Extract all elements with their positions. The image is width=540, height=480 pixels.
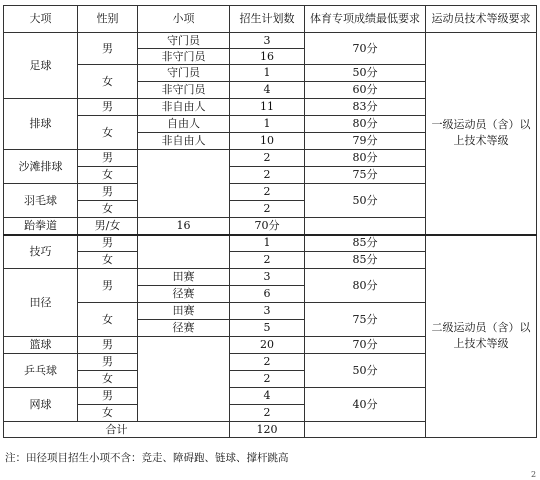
project-badminton: 羽毛球 xyxy=(4,184,78,218)
gender-cell: 女 xyxy=(78,116,138,150)
score-cell: 70分 xyxy=(230,218,305,235)
quota-cell: 16 xyxy=(230,49,305,65)
quota-cell: 4 xyxy=(230,82,305,99)
gender-cell: 男 xyxy=(78,388,138,405)
header-row xyxy=(4,6,537,33)
quota-cell: 2 xyxy=(230,354,305,371)
project-beach-volleyball: 沙滩排球 xyxy=(4,150,78,184)
score-cell: 60分 xyxy=(305,82,426,99)
gender-cell: 男 xyxy=(78,354,138,371)
project-football: 足球 xyxy=(4,33,78,99)
quota-cell: 1 xyxy=(230,235,305,252)
sub-cell-empty xyxy=(138,235,230,269)
total-score-empty xyxy=(305,422,426,438)
project-athletics: 田径 xyxy=(4,269,78,337)
gender-cell: 男/女 xyxy=(78,218,138,235)
score-cell: 80分 xyxy=(305,116,426,133)
sub-cell: 非守门员 xyxy=(138,82,230,99)
sub-cell: 径赛 xyxy=(138,320,230,337)
quota-cell: 3 xyxy=(230,33,305,49)
quota-cell: 2 xyxy=(230,184,305,201)
sub-cell: 非守门员 xyxy=(138,49,230,65)
sub-cell: 径赛 xyxy=(138,286,230,303)
sub-cell: 非自由人 xyxy=(138,133,230,150)
page-number: 2 xyxy=(531,470,537,479)
quota-cell: 2 xyxy=(230,167,305,184)
sub-cell-empty xyxy=(138,337,230,422)
score-cell: 40分 xyxy=(305,388,426,422)
project-basketball: 篮球 xyxy=(4,337,78,354)
level-requirement-first: 一级运动员（含）以上技术等级 xyxy=(426,33,537,235)
total-label: 合计 xyxy=(4,422,230,438)
quota-cell: 2 xyxy=(230,252,305,269)
footnote: 注：田径项目招生小项不含：竞走、障碍跑、链球、撑杆跳高 xyxy=(5,452,289,464)
project-table-tennis: 乒乓球 xyxy=(4,354,78,388)
sub-cell: 非自由人 xyxy=(138,99,230,116)
score-cell: 50分 xyxy=(305,184,426,218)
header-quota: 招生计划数 xyxy=(230,6,305,33)
quota-cell: 1 xyxy=(230,65,305,82)
gender-cell: 男 xyxy=(78,184,138,201)
sub-cell: 守门员 xyxy=(138,33,230,49)
quota-cell: 11 xyxy=(230,99,305,116)
gender-cell: 女 xyxy=(78,405,138,422)
quota-cell: 2 xyxy=(230,201,305,218)
gender-cell: 女 xyxy=(78,252,138,269)
score-cell: 80分 xyxy=(305,150,426,167)
gender-cell: 男 xyxy=(78,269,138,303)
score-cell: 80分 xyxy=(305,269,426,303)
quota-cell: 4 xyxy=(230,388,305,405)
gender-cell: 女 xyxy=(78,167,138,184)
header-sport-requirement: 体育专项成绩最低要求 xyxy=(305,6,426,33)
quota-cell: 5 xyxy=(230,320,305,337)
quota-cell: 16 xyxy=(138,218,230,235)
quota-cell: 20 xyxy=(230,337,305,354)
gender-cell: 女 xyxy=(78,371,138,388)
table-row xyxy=(4,235,537,252)
score-cell: 50分 xyxy=(305,354,426,388)
score-cell: 79分 xyxy=(305,133,426,150)
quota-cell: 2 xyxy=(230,371,305,388)
gender-cell: 男 xyxy=(78,33,138,65)
quota-cell: 6 xyxy=(230,286,305,303)
score-cell: 83分 xyxy=(305,99,426,116)
quota-cell: 10 xyxy=(230,133,305,150)
header-level-requirement: 运动员技术等级要求 xyxy=(426,6,537,33)
header-project: 大项 xyxy=(4,6,78,33)
table-row xyxy=(4,33,537,49)
header-gender: 性别 xyxy=(78,6,138,33)
sub-cell: 自由人 xyxy=(138,116,230,133)
quota-cell: 1 xyxy=(230,116,305,133)
gender-cell: 男 xyxy=(78,235,138,252)
gender-cell: 男 xyxy=(78,150,138,167)
score-cell: 70分 xyxy=(305,337,426,354)
quota-cell: 2 xyxy=(230,405,305,422)
quota-cell: 2 xyxy=(230,150,305,167)
level-requirement-second: 二级运动员（含）以上技术等级 xyxy=(426,235,537,438)
project-volleyball: 排球 xyxy=(4,99,78,150)
quota-cell: 3 xyxy=(230,303,305,320)
project-tennis: 网球 xyxy=(4,388,78,422)
gender-cell: 男 xyxy=(78,99,138,116)
score-cell: 85分 xyxy=(305,252,426,269)
score-cell: 75分 xyxy=(305,167,426,184)
score-cell: 50分 xyxy=(305,65,426,82)
sub-cell: 田赛 xyxy=(138,269,230,286)
header-sub: 小项 xyxy=(138,6,230,33)
gender-cell: 女 xyxy=(78,201,138,218)
project-taekwondo: 跆拳道 xyxy=(4,218,78,235)
project-acrobatics: 技巧 xyxy=(4,235,78,269)
gender-cell: 男 xyxy=(78,337,138,354)
gender-cell: 女 xyxy=(78,65,138,99)
score-cell: 75分 xyxy=(305,303,426,337)
score-cell: 70分 xyxy=(305,33,426,65)
sub-cell-empty xyxy=(138,150,230,218)
total-quota: 120 xyxy=(230,422,305,438)
quota-cell: 3 xyxy=(230,269,305,286)
sub-cell: 田赛 xyxy=(138,303,230,320)
gender-cell: 女 xyxy=(78,303,138,337)
admission-quota-table xyxy=(3,5,537,438)
sub-cell: 守门员 xyxy=(138,65,230,82)
score-cell: 85分 xyxy=(305,235,426,252)
